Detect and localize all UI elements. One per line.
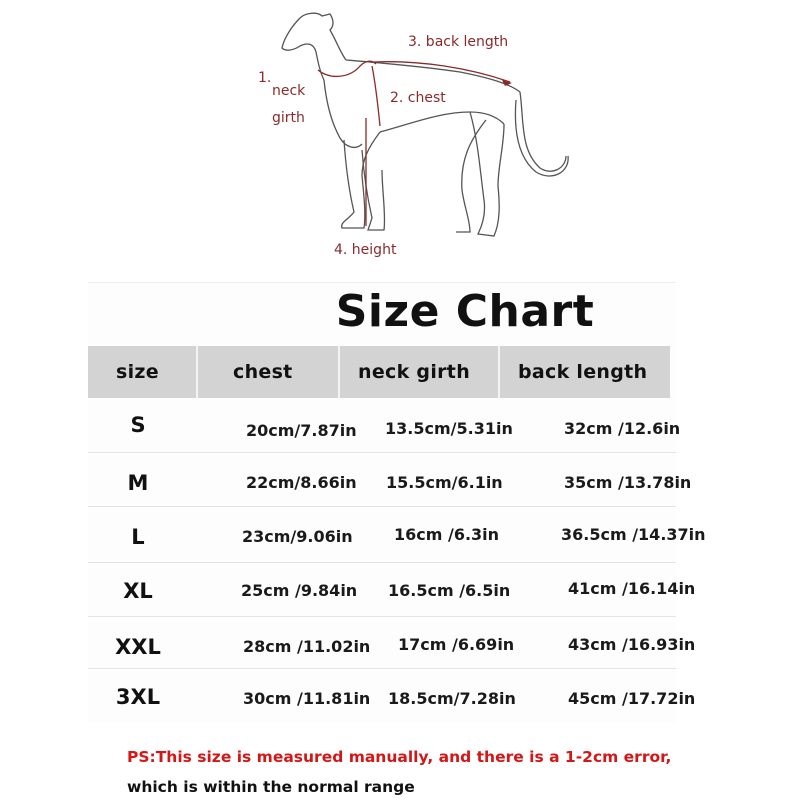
back-length-cell: 32cm /12.6in — [564, 419, 681, 438]
neck-girth-label-line1: neck — [272, 83, 306, 99]
row-divider — [88, 616, 676, 617]
note-line-1: PS:This size is measured manually, and there is a 1-2cm error, — [127, 748, 672, 766]
measurement-note — [127, 742, 671, 802]
neck-girth-cell: 16cm /6.3in — [394, 525, 500, 544]
header-neck-girth: neck girth — [358, 361, 471, 383]
chest-cell: 20cm/7.87in — [246, 421, 357, 440]
size-cell: M — [127, 471, 149, 495]
chest-label: 2. chest — [390, 90, 446, 106]
chest-cell: 30cm /11.81in — [243, 689, 371, 708]
neck-girth-cell: 13.5cm/5.31in — [385, 419, 513, 438]
table-row — [88, 510, 706, 564]
neck-girth-label-number: 1. — [258, 70, 272, 86]
row-divider — [88, 452, 676, 453]
header-chest: chest — [233, 361, 293, 383]
back-length-cell: 43cm /16.93in — [568, 635, 696, 654]
chest-cell: 23cm/9.06in — [242, 527, 353, 546]
table-row — [88, 398, 681, 452]
back-length-cell: 36.5cm /14.37in — [561, 525, 706, 544]
chest-cell: 22cm/8.66in — [246, 473, 357, 492]
size-cell: XL — [123, 579, 153, 603]
neck-girth-cell: 15.5cm/6.1in — [386, 473, 503, 492]
height-label: 4. height — [334, 242, 397, 258]
table-row — [88, 670, 696, 724]
row-divider — [88, 668, 676, 669]
size-cell: L — [131, 525, 145, 549]
measurement-lines — [318, 61, 512, 226]
table-header-row — [88, 346, 670, 398]
page-title: Size Chart — [335, 286, 595, 337]
row-divider — [88, 506, 676, 507]
header-size: size — [116, 361, 159, 383]
table-row — [88, 620, 696, 674]
note-line-2: which is within the normal range — [127, 778, 415, 796]
header-back-length: back length — [518, 361, 648, 383]
back-length-cell: 45cm /17.72in — [568, 689, 696, 708]
back-length-cell: 41cm /16.14in — [568, 579, 696, 598]
table-row — [88, 456, 692, 510]
neck-girth-cell: 18.5cm/7.28in — [388, 689, 516, 708]
table-row — [88, 564, 696, 618]
chest-cell: 25cm /9.84in — [241, 581, 358, 600]
chest-cell: 28cm /11.02in — [243, 637, 371, 656]
neck-girth-cell: 17cm /6.69in — [398, 635, 515, 654]
neck-girth-label-line2: girth — [272, 110, 305, 126]
size-cell: S — [130, 413, 146, 437]
back-length-cell: 35cm /13.78in — [564, 473, 692, 492]
dog-measurement-diagram — [0, 0, 800, 275]
header-divider — [338, 346, 340, 398]
size-cell: XXL — [115, 635, 161, 659]
size-cell: 3XL — [115, 685, 161, 709]
back-length-label: 3. back length — [408, 34, 509, 50]
header-divider — [196, 346, 198, 398]
neck-girth-cell: 16.5cm /6.5in — [388, 581, 511, 600]
header-divider — [498, 346, 500, 398]
